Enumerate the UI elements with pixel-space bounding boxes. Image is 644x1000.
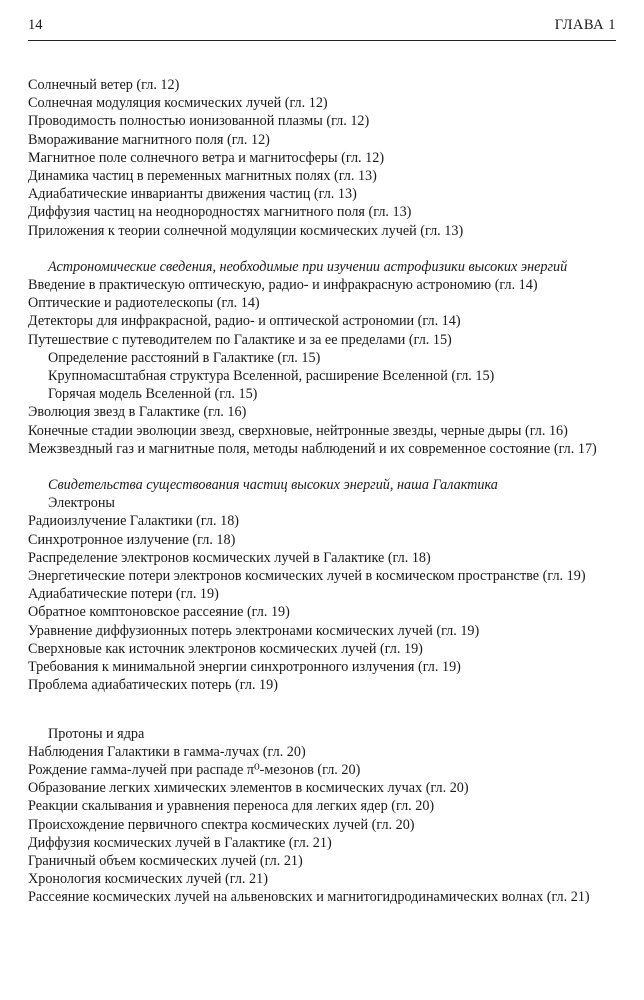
toc-entry: Адиабатические инварианты движения частиц (гл. 13) bbox=[28, 186, 357, 203]
toc-entry: Проблема адиабатических потерь (гл. 19) bbox=[28, 677, 278, 694]
toc-entry: Солнечный ветер (гл. 12) bbox=[28, 77, 180, 93]
toc-entry: Солнечная модуляция космических лучей (гл. 12) bbox=[28, 95, 328, 112]
toc-entry: Распределение электронов космических лучей в Галактике (гл. 18) bbox=[28, 549, 431, 566]
toc-entry: Уравнение диффузионных потерь электронами космических лучей (гл. 19) bbox=[28, 622, 480, 639]
chapter-label: ГЛАВА 1 bbox=[554, 17, 616, 33]
toc-entry: Конечные стадии эволюции звезд, сверхновые, нейтронные звезды, черные дыры (гл. 16) bbox=[28, 422, 568, 439]
toc-entry: Обратное комптоновское рассеяние (гл. 19) bbox=[28, 604, 290, 621]
toc-entry: Рождение гамма-лучей при распаде π⁰-мезонов (гл. 20) bbox=[28, 761, 361, 778]
toc-entry: Образование легких химических элементов в космических лучах (гл. 20) bbox=[28, 780, 469, 797]
toc-entry: Эволюция звезд в Галактике (гл. 16) bbox=[28, 404, 247, 421]
section-protons bbox=[28, 713, 620, 907]
toc-entry: Энергетические потери электронов космических лучей в космическом пространстве (гл. 19) bbox=[28, 568, 586, 585]
section-astronomy bbox=[28, 258, 620, 458]
toc-entry: Сверхновые как источник электронов космических лучей (гл. 19) bbox=[28, 640, 423, 657]
toc-entry: Диффузия космических лучей в Галактике (гл. 21) bbox=[28, 834, 332, 851]
toc-entry: Реакции скалывания и уравнения переноса для легких ядер (гл. 20) bbox=[28, 798, 435, 815]
section-heading: Астрономические сведения, необходимые при изучении астрофизики высоких энергий bbox=[48, 258, 568, 275]
toc-entry: Вмораживание магнитного поля (гл. 12) bbox=[28, 131, 270, 148]
section-electrons bbox=[28, 476, 620, 694]
toc-entry: Магнитное поле солнечного ветра и магнитосферы (гл. 12) bbox=[28, 149, 385, 166]
toc-entry: Оптические и радиотелескопы (гл. 14) bbox=[28, 295, 260, 312]
toc-entry: Происхождение первичного спектра космических лучей (гл. 20) bbox=[28, 816, 415, 833]
toc-entry: Требования к минимальной энергии синхротронного излучения (гл. 19) bbox=[28, 659, 461, 676]
toc-entry: Радиоизлучение Галактики (гл. 18) bbox=[28, 513, 240, 530]
toc-entry: Горячая модель Вселенной (гл. 15) bbox=[48, 386, 258, 403]
toc-entry: Динамика частиц в переменных магнитных полях (гл. 13) bbox=[28, 168, 377, 185]
running-header bbox=[28, 16, 616, 41]
toc-entry: Детекторы для инфракрасной, радио- и оптической астрономии (гл. 14) bbox=[28, 313, 461, 330]
toc-entry: Путешествие с путеводителем по Галактике и за ее пределами (гл. 15) bbox=[28, 331, 452, 348]
toc-entry: Проводимость полностью ионизованной плазмы (гл. 12) bbox=[28, 113, 370, 130]
toc-entry: Определение расстояний в Галактике (гл. 15) bbox=[48, 349, 321, 366]
toc-entry: Введение в практическую оптическую, радио- и инфракрасную астрономию (гл. 14) bbox=[28, 277, 538, 294]
page-number: 14 bbox=[28, 17, 43, 33]
table-of-contents bbox=[28, 76, 620, 907]
section-heading: Свидетельства существования частиц высоких энергий, наша Галактика bbox=[48, 477, 498, 494]
toc-entry: Хронология космических лучей (гл. 21) bbox=[28, 871, 268, 888]
toc-entry: Диффузия частиц на неоднородностях магнитного поля (гл. 13) bbox=[28, 204, 412, 221]
toc-entry: Приложения к теории солнечной модуляции космических лучей (гл. 13) bbox=[28, 222, 464, 239]
toc-entry: Граничный объем космических лучей (гл. 21) bbox=[28, 852, 303, 869]
toc-entry: Синхротронное излучение (гл. 18) bbox=[28, 531, 236, 548]
toc-entry: Наблюдения Галактики в гамма-лучах (гл. 20) bbox=[28, 743, 306, 760]
subsection-heading: Протоны и ядра bbox=[48, 725, 145, 742]
subsection-heading: Электроны bbox=[48, 495, 115, 512]
section-solar-wind bbox=[28, 76, 620, 240]
toc-entry: Рассеяние космических лучей на альвеновских и магнитогидродинамических волнах (гл. 21) bbox=[28, 889, 590, 906]
toc-entry: Межзвездный газ и магнитные поля, методы наблюдений и их современное состояние (гл. 17) bbox=[28, 440, 597, 457]
spacer bbox=[28, 713, 620, 725]
toc-entry: Крупномасштабная структура Вселенной, расширение Вселенной (гл. 15) bbox=[48, 368, 495, 385]
toc-entry: Адиабатические потери (гл. 19) bbox=[28, 586, 219, 603]
